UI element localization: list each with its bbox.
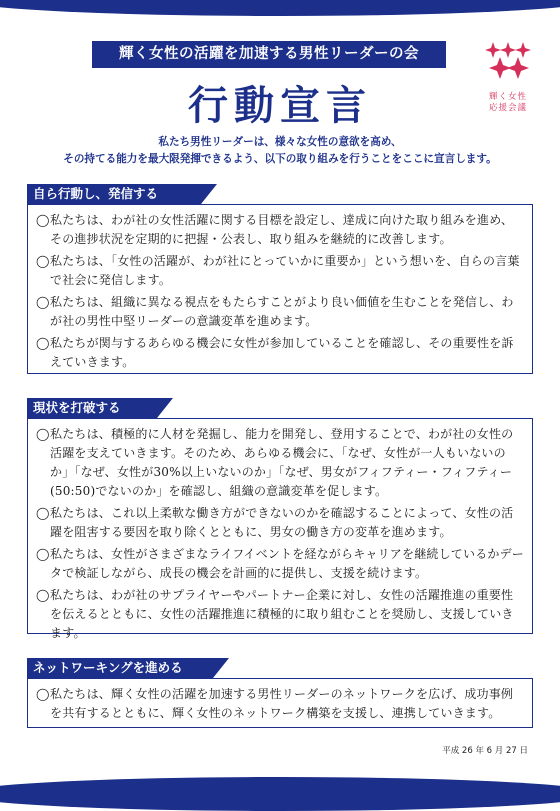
item-text: 私たちは、これ以上柔軟な働き方ができないのかを確認することによって、女性の活躍を阻害する要因を取り除くとともに、男女の働き方の変革を進めます。	[50, 506, 514, 539]
bullet-circle-icon: ◯	[36, 295, 50, 309]
list-item	[36, 334, 524, 372]
bullet-circle-icon: ◯	[36, 336, 50, 350]
top-decorative-band	[0, 0, 560, 16]
organization-banner: 輝く女性の活躍を加速する男性リーダーの会	[92, 41, 446, 68]
list-item	[36, 211, 524, 249]
bullet-circle-icon: ◯	[36, 427, 50, 441]
section-header: 自ら行動し、発信する	[27, 184, 201, 204]
page-title: 行動宣言	[188, 82, 372, 129]
section-box	[27, 678, 533, 728]
logo-text-line2: 応援会議	[488, 103, 527, 113]
item-text: 私たちは、女性がさまざまなライフイベントを経ながらキャリアを継続しているかデータで検証しながら、成長の機会を計画的に提供し、支援を続けます。	[50, 547, 525, 580]
bullet-circle-icon: ◯	[36, 506, 50, 520]
bullet-circle-icon: ◯	[36, 687, 50, 701]
list-item	[36, 504, 524, 542]
item-text: 私たちが関与するあらゆる機会に女性が参加していることを確認し、その重要性を訴えていきます。	[50, 336, 514, 369]
list-item	[36, 252, 524, 290]
bullet-circle-icon: ◯	[36, 588, 50, 602]
list-item	[36, 545, 524, 583]
item-text: 私たちは、わが社の女性活躍に関する目標を設定し、達成に向けた取り組みを進め、その進捗状況を定期的に把握・公表し、取り組みを継続的に改善します。	[50, 213, 514, 246]
bottom-decorative-band	[0, 777, 560, 811]
intro-line: 私たち男性リーダーは、様々な女性の意欲を高め、	[158, 136, 402, 148]
item-text: 私たちは、組織に異なる視点をもたらすことがより良い価値を生むことを発信し、わが社の男性中堅リーダーの意識変革を進めます。	[50, 295, 514, 328]
section-header: ネットワーキングを進める	[27, 658, 213, 678]
item-text: 私たちは、「女性の活躍が、わが社にとっていかに重要か」という想いを、自らの言葉で社会に発信します。	[50, 254, 520, 287]
section-box	[27, 204, 533, 374]
intro-line: その持てる能力を最大限発揮できるよう、以下の取り組みを行うことをここに宣言します。	[63, 153, 497, 165]
logo-text-line1: 輝く女性	[488, 92, 527, 102]
list-item	[36, 586, 524, 643]
item-text: 私たちは、わが社のサプライヤーやパートナー企業に対し、女性の活躍推進の重要性を伝えるとともに、女性の活躍推進に積極的に取り組むことを奨励し、支援していきます。	[50, 588, 514, 640]
list-item	[36, 293, 524, 331]
declaration-date: 平成 26 年 6 月 27 日	[442, 746, 528, 756]
intro-text	[0, 134, 560, 168]
section-box	[27, 418, 533, 640]
bullet-circle-icon: ◯	[36, 547, 50, 561]
list-item	[36, 685, 524, 723]
item-text: 私たちは、輝く女性の活躍を加速する男性リーダーのネットワークを広げ、成功事例を共有するとともに、輝く女性のネットワーク構築を支援し、連携していきます。	[50, 687, 514, 720]
item-text: 私たちは、積極的に人材を発掘し、能力を開発し、登用することで、わが社の女性の活躍を支えていきます。そのため、あらゆる機会に、「なぜ、女性が一人もいないのか」「なぜ、女性が30%以上いないのか」「なぜ、男女がフィフティー・フィフティー(50:50)でないのか」を確認し、組織の意識変革を促します。	[50, 427, 514, 498]
section-header: 現状を打破する	[27, 398, 157, 418]
list-item	[36, 425, 524, 501]
bullet-circle-icon: ◯	[36, 254, 50, 268]
bullet-circle-icon: ◯	[36, 213, 50, 227]
